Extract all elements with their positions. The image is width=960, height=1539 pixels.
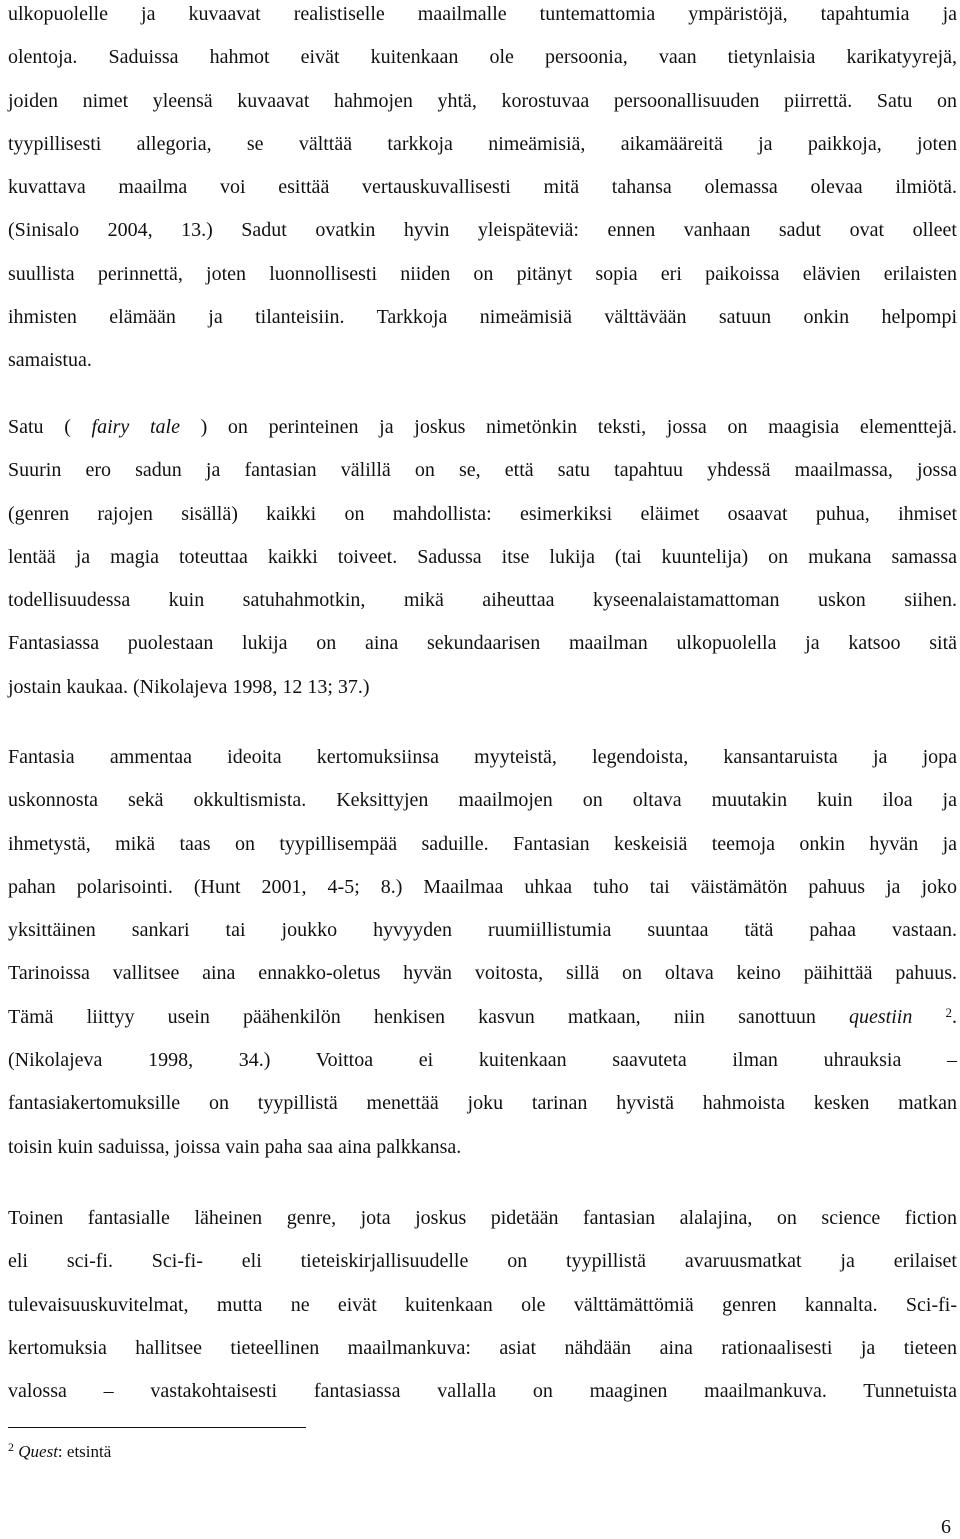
emphasis-term: questiin xyxy=(849,1005,913,1028)
text-line-quest xyxy=(8,1004,957,1047)
text-line: fantasiakertomuksille on tyypillistä menettää joku tarinan hyvistä hahmoista kesken matkan xyxy=(8,1092,957,1115)
footnote-reference[interactable]: 2 xyxy=(945,1004,953,1020)
text-line: (Sinisalo 2004, 13.) Sadut ovatkin hyvin yleispäteviä: ennen vanhaan sadut ovat olleet xyxy=(8,219,957,242)
text-segment xyxy=(912,1006,945,1028)
text-line: Fantasiassa puolestaan lukija on aina sekundaarisen maailman ulkopuolella ja katsoo sitä xyxy=(8,632,957,655)
text-line: joiden nimet yleensä kuvaavat hahmojen yhtä, korostuvaa persoonallisuuden piirrettä. Satu on xyxy=(8,89,957,112)
text-line: ulkopuolelle ja kuvaavat realistiselle maailmalle tuntemattomia ympäristöjä, tapahtumia ja xyxy=(8,3,957,25)
text-segment: . xyxy=(952,1005,958,1028)
text-line: ihmisten elämään ja tilanteisiin. Tarkkoja nimeämisiä välttävään satuun onkin helpompi xyxy=(8,306,957,329)
text-segment: Satu ( xyxy=(8,416,92,438)
text-segment: Tämä liittyy usein päähenkilön henkisen kasvun matkaan, niin sanottuun xyxy=(8,1005,850,1028)
text-line: todellisuudessa kuin satuhahmotkin, mikä aiheuttaa kyseenalaistamattoman uskon siihen. xyxy=(8,589,957,612)
text-line: uskonnosta sekä okkultismista. Keksittyjen maailmojen on oltava muutakin kuin iloa ja xyxy=(8,789,957,812)
text-line: lentää ja magia toteuttaa kaikki toiveet. Sadussa itse lukija (tai kuuntelija) on mukana samassa xyxy=(8,545,957,568)
text-line: Tarinoissa vallitsee aina ennakko-oletus hyvän voitosta, sillä on oltava keino päihittää pahuus. xyxy=(8,962,957,985)
text-line: Toinen fantasialle läheinen genre, jota joskus pidetään fantasian alalajina, on science fiction xyxy=(8,1207,957,1229)
text-line: ihmetystä, mikä taas on tyypillisempää saduille. Fantasian keskeisiä teemoja onkin hyvän ja xyxy=(8,832,957,855)
text-line: kertomuksia hallitsee tieteellinen maailmankuva: asiat nähdään aina rationaalisesti ja tieteen xyxy=(8,1336,957,1359)
paragraph-2 xyxy=(8,414,957,717)
text-line: suullista perinnettä, joten luonnollisesti niiden on pitänyt sopia eri paikoissa elävien erilaisten xyxy=(8,262,957,285)
footnote-text: : etsintä xyxy=(57,1442,112,1461)
text-line: tulevaisuuskuvitelmat, mutta ne eivät kuitenkaan ole välttämättömiä genren kannalta. Sci-fi- xyxy=(8,1293,957,1316)
text-line: olentoja. Saduissa hahmot eivät kuitenkaan ole persoonia, vaan tietynlaisia karikatyyrejä, xyxy=(8,46,957,69)
text-line: jostain kaukaa. (Nikolajeva 1998, 12 13; 37.) xyxy=(8,675,370,698)
emphasis-term: fairy tale xyxy=(91,416,180,438)
footnote-divider xyxy=(8,1427,306,1428)
text-line: Suurin ero sadun ja fantasian välillä on se, että satu tapahtuu yhdessä maailmassa, jossa xyxy=(8,459,957,482)
paragraph-4 xyxy=(8,1205,957,1421)
text-line: (Nikolajeva 1998, 34.) Voittoa ei kuitenkaan saavuteta ilman uhrauksia – xyxy=(8,1049,957,1072)
text-line: tyypillisesti allegoria, se välttää tarkkoja nimeämisiä, aikamääreitä ja paikkoja, joten xyxy=(8,132,957,155)
text-line: pahan polarisointi. (Hunt 2001, 4-5; 8.) Maailmaa uhkaa tuho tai väistämätön pahuus ja joko xyxy=(8,875,957,898)
footnote-number: 2 xyxy=(8,1440,14,1454)
footnote xyxy=(8,1441,111,1464)
text-line: valossa – vastakohtaisesti fantasiassa vallalla on maaginen maailmankuva. Tunnetuista xyxy=(8,1380,957,1403)
text-line: kuvattava maailma voi esittää vertauskuvallisesti mitä tahansa olemassa olevaa ilmiötä. xyxy=(8,176,957,199)
text-line: Fantasia ammentaa ideoita kertomuksiinsa myyteistä, legendoista, kansantaruista ja jopa xyxy=(8,746,957,768)
text-line: yksittäinen sankari tai joukko hyvyyden ruumiillistumia suuntaa tätä pahaa vastaan. xyxy=(8,919,957,942)
paragraph-1 xyxy=(8,1,957,391)
text-line: samaistua. xyxy=(8,349,92,372)
text-line: toisin kuin saduissa, joissa vain paha saa aina palkkansa. xyxy=(8,1135,462,1158)
footnote-term: Quest xyxy=(18,1442,58,1461)
text-line-fairy-tale xyxy=(8,414,957,457)
page-number: 6 xyxy=(941,1516,951,1538)
paragraph-3 xyxy=(8,744,957,1177)
text-segment: ) on perinteinen ja joskus nimetönkin teksti, jossa on maagisia elementtejä. xyxy=(179,416,957,438)
text-line: eli sci-fi. Sci-fi- eli tieteiskirjallisuudelle on tyypillistä avaruusmatkat ja erilaiset xyxy=(8,1250,957,1273)
text-line: (genren rajojen sisällä) kaikki on mahdollista: esimerkiksi eläimet osaavat puhua, ihmiset xyxy=(8,502,957,525)
